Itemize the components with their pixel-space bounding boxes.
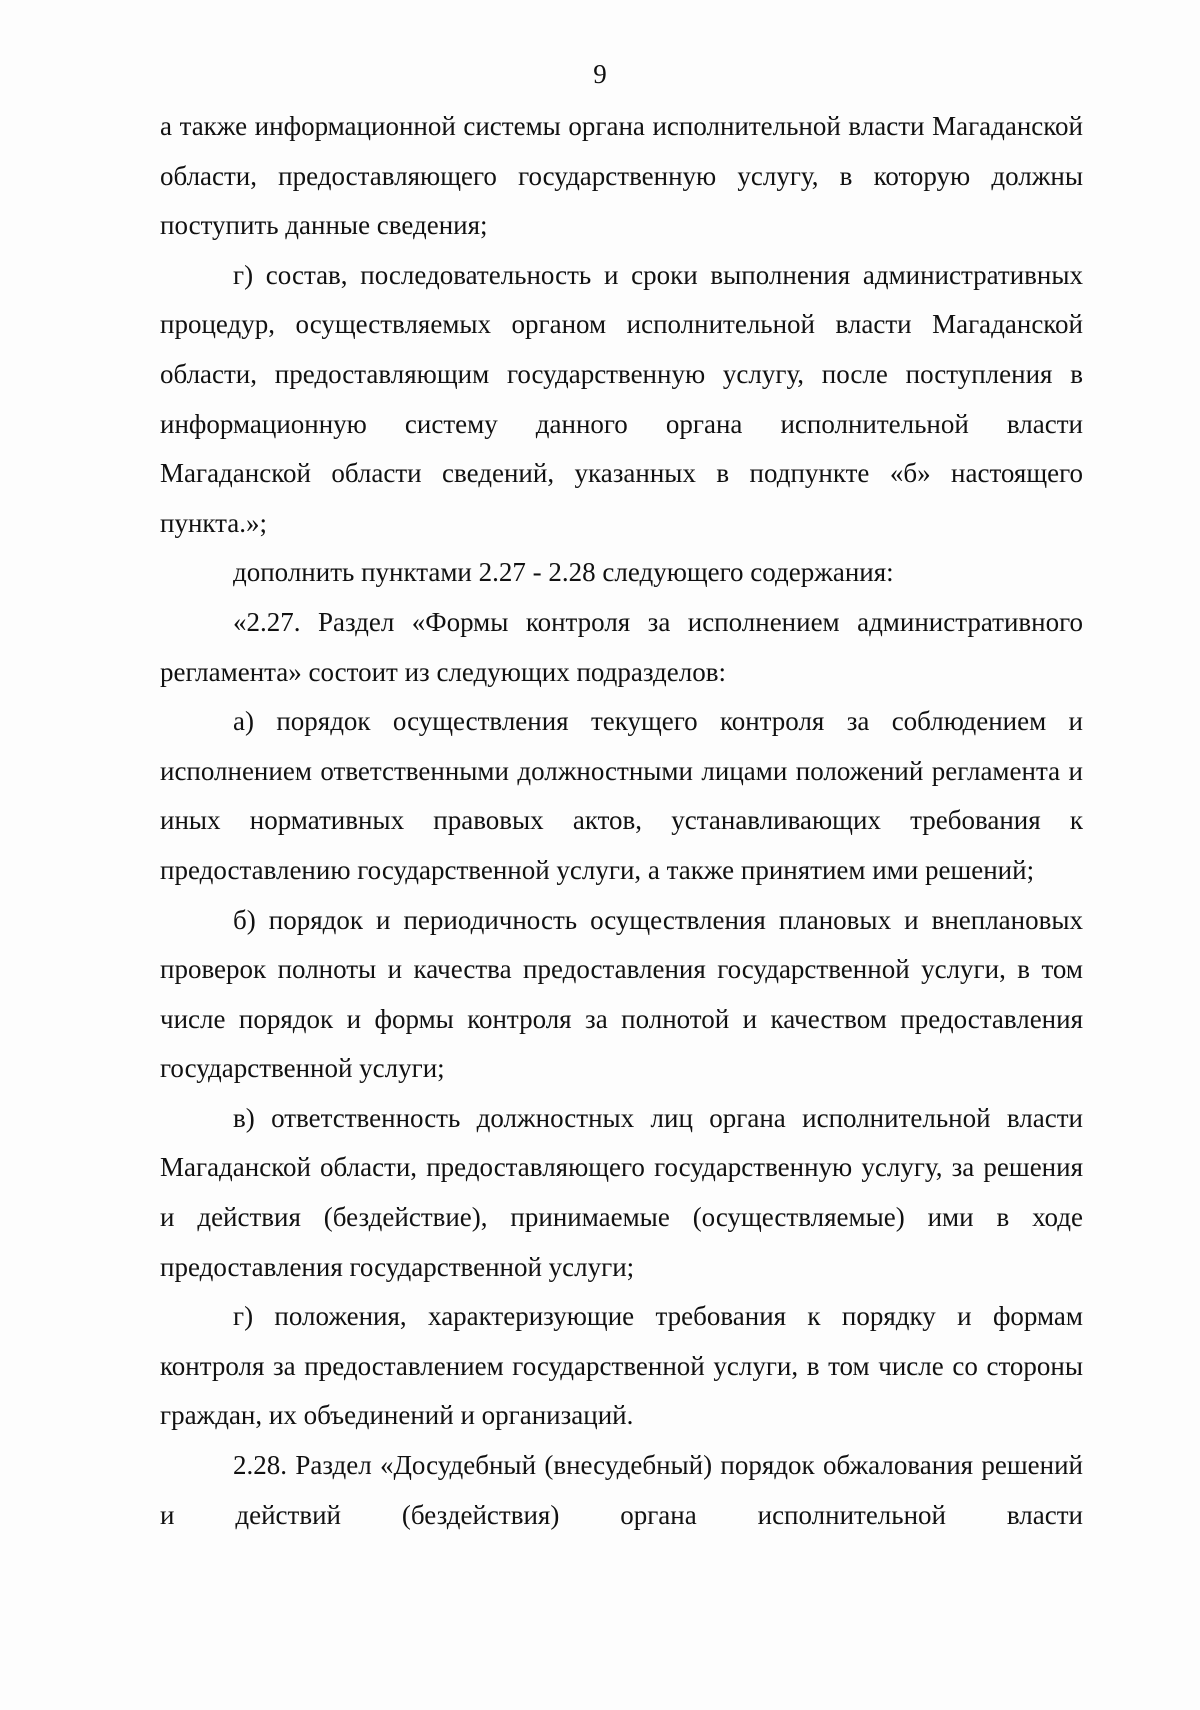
paragraph-continuation: а также информационной системы органа исполнительной власти Магаданской области, предоставляющего государственную услугу, в которую должны поступить данные сведения; xyxy=(160,111,1083,241)
paragraph-amendment-intro: дополнить пунктами 2.27 - 2.28 следующего содержания: xyxy=(233,557,894,588)
paragraph-item-a-current-control: а) порядок осуществления текущего контроля за соблюдением и исполнением ответственными должностными лицами положений регламента и иных нормативных правовых актов, устанавливающих требования к предоставлению государственной услуги, а также принятием ими решений; xyxy=(160,706,1083,885)
paragraph-item-g-control-requirements: г) положения, характеризующие требования к порядку и формам контроля за предоставлением государственной услуги, в том числе со стороны граждан, их объединений и организаций. xyxy=(160,1301,1083,1431)
paragraph-section-2-28: 2.28. Раздел «Досудебный (внесудебный) порядок обжалования решений и действий (бездействия) органа исполнительной власти xyxy=(160,1450,1083,1530)
paragraph-section-2-27: «2.27. Раздел «Формы контроля за исполнением административного регламента» состоит из следующих подразделов: xyxy=(160,606,1083,687)
paragraph-item-g-procedures: г) состав, последовательность и сроки выполнения административных процедур, осуществляемых органом исполнительной власти Магаданской области, предоставляющим государственную услугу, после поступления в информационную систему данного органа исполнительной власти Магаданской области сведений, указанных в подпункте «б» настоящего пункта.»; xyxy=(160,259,1083,538)
paragraph-item-b-inspections: б) порядок и периодичность осуществления плановых и внеплановых проверок полноты и качества предоставления государственной услуги, в том числе порядок и формы контроля за полнотой и качеством предоставления государственной услуги; xyxy=(160,904,1083,1084)
paragraph-item-v-responsibility: в) ответственность должностных лиц органа исполнительной власти Магаданской области, предоставляющего государственную услугу, за решения и действия (бездействие), принимаемые (осуществляемые) ими в ходе предоставления государственной услуги; xyxy=(160,1102,1083,1282)
document-body xyxy=(160,102,1083,1540)
page-number: 9 xyxy=(593,59,607,89)
